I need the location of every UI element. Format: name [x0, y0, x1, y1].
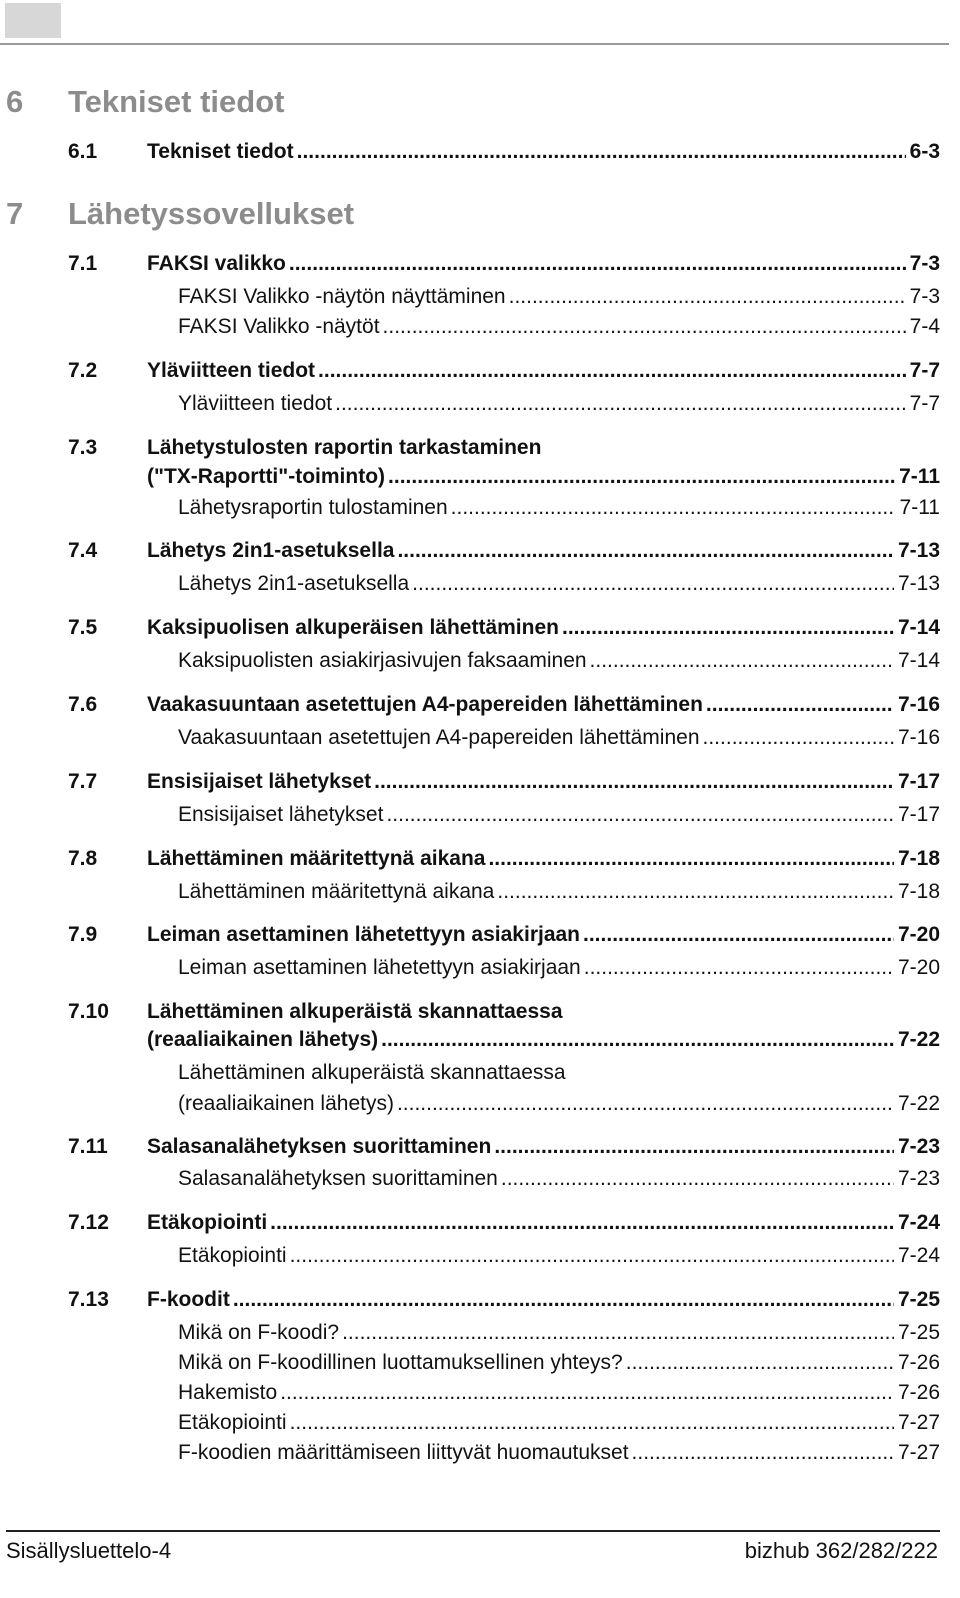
entry-title: Leiman asettaminen lähetettyyn asiakirjaan — [178, 956, 581, 979]
section-number: 7.8 — [68, 847, 98, 870]
dot-leader — [562, 613, 894, 643]
page-number: 7-7 — [909, 392, 940, 415]
dot-leader — [290, 1241, 894, 1271]
section-number: 7.1 — [68, 252, 98, 275]
page-number: 7-27 — [897, 1411, 940, 1434]
section-number: 7.11 — [68, 1135, 108, 1158]
entry-title: (reaaliaikainen lähetys) — [147, 1028, 379, 1051]
page-number: 7-17 — [897, 770, 940, 793]
page-number: 7-3 — [909, 252, 940, 275]
entry-title: Lähettäminen määritettynä aikana — [147, 847, 486, 870]
toc-subsection-entry[interactable] — [0, 1348, 940, 1378]
page-number: 6-3 — [909, 140, 940, 163]
page-number: 7-20 — [897, 923, 940, 946]
toc-subsection-entry[interactable] — [0, 1089, 940, 1119]
page-number: 7-20 — [897, 956, 940, 979]
dot-leader — [590, 646, 894, 676]
dot-leader — [280, 1378, 894, 1408]
section-number: 7.6 — [68, 693, 98, 716]
header-rule — [0, 43, 949, 45]
entry-title: Vaakasuuntaan asetettujen A4-papereiden lähettäminen — [178, 726, 700, 749]
toc-section-entry[interactable] — [0, 1132, 940, 1162]
section-number: 6.1 — [68, 140, 98, 163]
page-number: 7-22 — [897, 1028, 940, 1051]
toc-subsection-entry[interactable] — [0, 282, 940, 312]
header-tab — [5, 3, 61, 38]
toc-subsection-entry[interactable] — [0, 646, 940, 676]
page-number: 7-14 — [897, 649, 940, 672]
entry-title: ("TX-Raportti"-toiminto) — [147, 465, 386, 488]
dot-leader — [497, 877, 894, 907]
dot-leader — [270, 1208, 894, 1238]
section-number: 7.3 — [68, 436, 98, 459]
page-number: 7-25 — [897, 1321, 940, 1344]
page-number: 7-18 — [897, 880, 940, 903]
toc-section-entry[interactable] — [0, 249, 940, 279]
section-number: 7.4 — [68, 539, 98, 562]
toc-section-entry[interactable] — [0, 1025, 940, 1055]
toc-section-entry[interactable] — [0, 137, 940, 167]
entry-title: Etäkopiointi — [178, 1244, 287, 1267]
entry-title: Salasanalähetyksen suorittaminen — [178, 1167, 498, 1190]
entry-title: F-koodien määrittämiseen liittyvät huomautukset — [178, 1441, 629, 1464]
dot-leader — [381, 1025, 894, 1055]
dot-leader — [388, 462, 895, 492]
dot-leader — [412, 569, 894, 599]
toc-section-entry[interactable] — [0, 462, 940, 492]
page-number: 7-13 — [897, 572, 940, 595]
dot-leader — [386, 800, 894, 830]
chapter-number: 6 — [6, 84, 24, 119]
toc-subsection-entry[interactable] — [0, 1408, 940, 1438]
dot-leader — [289, 249, 906, 279]
section-number: 7.2 — [68, 359, 98, 382]
section-number: 7.5 — [68, 616, 98, 639]
page-number: 7-13 — [897, 539, 940, 562]
section-number: 7.12 — [68, 1211, 109, 1234]
toc-section-entry-line1[interactable] — [0, 997, 940, 1027]
toc-section-entry[interactable] — [0, 1208, 940, 1238]
entry-title: Ensisijaiset lähetykset — [178, 803, 384, 826]
page-number: 7-7 — [909, 359, 940, 382]
entry-title: Ensisijaiset lähetykset — [147, 770, 372, 793]
entry-title: Leiman asettaminen lähetettyyn asiakirjaan — [147, 923, 581, 946]
page-number: 7-16 — [897, 726, 940, 749]
section-number: 7.13 — [68, 1288, 109, 1311]
toc-section-entry[interactable] — [0, 920, 940, 950]
toc-subsection-entry[interactable] — [0, 569, 940, 599]
toc-section-entry-line1[interactable] — [0, 433, 940, 463]
toc-subsection-entry[interactable] — [0, 1164, 940, 1194]
toc-subsection-entry[interactable] — [0, 1378, 940, 1408]
toc-subsection-entry[interactable] — [0, 800, 940, 830]
dot-leader — [626, 1348, 894, 1378]
entry-title: Yläviitteen tiedot — [147, 359, 316, 382]
toc-subsection-entry[interactable] — [0, 312, 940, 342]
entry-title: Etäkopiointi — [147, 1211, 268, 1234]
entry-title: Etäkopiointi — [178, 1411, 287, 1434]
page-number: 7-3 — [909, 285, 940, 308]
section-number: 7.9 — [68, 923, 98, 946]
chapter-number: 7 — [6, 196, 24, 231]
entry-title: Lähetys 2in1-asetuksella — [147, 539, 395, 562]
entry-title: Lähetysraportin tulostaminen — [178, 496, 448, 519]
section-number: 7.10 — [68, 1000, 109, 1023]
toc-subsection-entry[interactable] — [0, 723, 940, 753]
page-number: 7-27 — [897, 1441, 940, 1464]
dot-leader — [383, 312, 906, 342]
page-number: 7-24 — [897, 1244, 940, 1267]
dot-leader — [297, 137, 906, 167]
entry-title-line1: Lähettäminen alkuperäistä skannattaessa — [147, 1000, 563, 1023]
entry-title: Lähetys 2in1-asetuksella — [178, 572, 410, 595]
dot-leader — [494, 1132, 894, 1162]
entry-title-line1: Lähetystulosten raportin tarkastaminen — [147, 436, 542, 459]
dot-leader — [397, 536, 894, 566]
dot-leader — [706, 690, 894, 720]
entry-title-line1: Lähettäminen alkuperäistä skannattaessa — [178, 1061, 566, 1084]
entry-title: FAKSI valikko — [147, 252, 286, 275]
dot-leader — [584, 953, 894, 983]
toc-section-entry[interactable] — [0, 690, 940, 720]
page-number: 7-24 — [897, 1211, 940, 1234]
page-number: 7-11 — [899, 465, 940, 488]
footer-page-label: Sisällysluettelo-4 — [6, 1538, 172, 1563]
chapter-title: Lähetyssovellukset — [68, 196, 355, 231]
entry-title: Kaksipuolisten asiakirjasivujen faksaaminen — [178, 649, 587, 672]
toc-section-entry[interactable] — [0, 536, 940, 566]
page-number: 7-14 — [897, 616, 940, 639]
toc-section-entry[interactable] — [0, 844, 940, 874]
entry-title: (reaaliaikainen lähetys) — [178, 1092, 394, 1115]
toc-subsection-entry[interactable] — [0, 1318, 940, 1348]
dot-leader — [318, 356, 906, 386]
page-number: 7-4 — [909, 315, 940, 338]
dot-leader — [488, 844, 894, 874]
section-number: 7.7 — [68, 770, 98, 793]
page-number: 7-17 — [897, 803, 940, 826]
footer-rule — [6, 1530, 940, 1532]
footer-product-name: bizhub 362/282/222 — [744, 1538, 938, 1563]
page-number: 7-26 — [897, 1351, 940, 1374]
dot-leader — [342, 1318, 894, 1348]
toc-subsection-entry[interactable] — [0, 953, 940, 983]
dot-leader — [374, 767, 894, 797]
dot-leader — [501, 1164, 894, 1194]
dot-leader — [583, 920, 894, 950]
toc-subsection-entry[interactable] — [0, 1241, 940, 1271]
dot-leader — [290, 1408, 894, 1438]
dot-leader — [703, 723, 894, 753]
page-number: 7-11 — [899, 496, 940, 519]
entry-title: Vaakasuuntaan asetettujen A4-papereiden lähettäminen — [147, 693, 703, 716]
entry-title: Lähettäminen määritettynä aikana — [178, 880, 495, 903]
dot-leader — [632, 1438, 894, 1468]
entry-title: Hakemisto — [178, 1381, 278, 1404]
entry-title: Mikä on F-koodi? — [178, 1321, 340, 1344]
entry-title: F-koodit — [147, 1288, 230, 1311]
page-number: 7-22 — [897, 1092, 940, 1115]
entry-title: FAKSI Valikko -näytön näyttäminen — [178, 285, 506, 308]
entry-title: Mikä on F-koodillinen luottamuksellinen yhteys? — [178, 1351, 623, 1374]
page-number: 7-26 — [897, 1381, 940, 1404]
page-number: 7-23 — [897, 1167, 940, 1190]
entry-title: Salasanalähetyksen suorittaminen — [147, 1135, 492, 1158]
toc-subsection-entry-line1[interactable] — [0, 1058, 940, 1088]
toc-section-entry[interactable] — [0, 1285, 940, 1315]
page-number: 7-23 — [897, 1135, 940, 1158]
entry-title: Yläviitteen tiedot — [178, 392, 333, 415]
toc-subsection-entry[interactable] — [0, 877, 940, 907]
dot-leader — [335, 389, 906, 419]
entry-title: Tekniset tiedot — [147, 140, 294, 163]
dot-leader — [397, 1089, 894, 1119]
page-number: 7-25 — [897, 1288, 940, 1311]
toc-section-entry[interactable] — [0, 356, 940, 386]
dot-leader — [451, 493, 896, 523]
entry-title: FAKSI Valikko -näytöt — [178, 315, 380, 338]
toc-subsection-entry[interactable] — [0, 493, 940, 523]
dot-leader — [233, 1285, 894, 1315]
toc-subsection-entry[interactable] — [0, 1438, 940, 1468]
page-number: 7-18 — [897, 847, 940, 870]
toc-subsection-entry[interactable] — [0, 389, 940, 419]
page-number: 7-16 — [897, 693, 940, 716]
dot-leader — [509, 282, 906, 312]
toc-section-entry[interactable] — [0, 767, 940, 797]
entry-title: Kaksipuolisen alkuperäisen lähettäminen — [147, 616, 559, 639]
toc-section-entry[interactable] — [0, 613, 940, 643]
chapter-title: Tekniset tiedot — [68, 84, 285, 119]
